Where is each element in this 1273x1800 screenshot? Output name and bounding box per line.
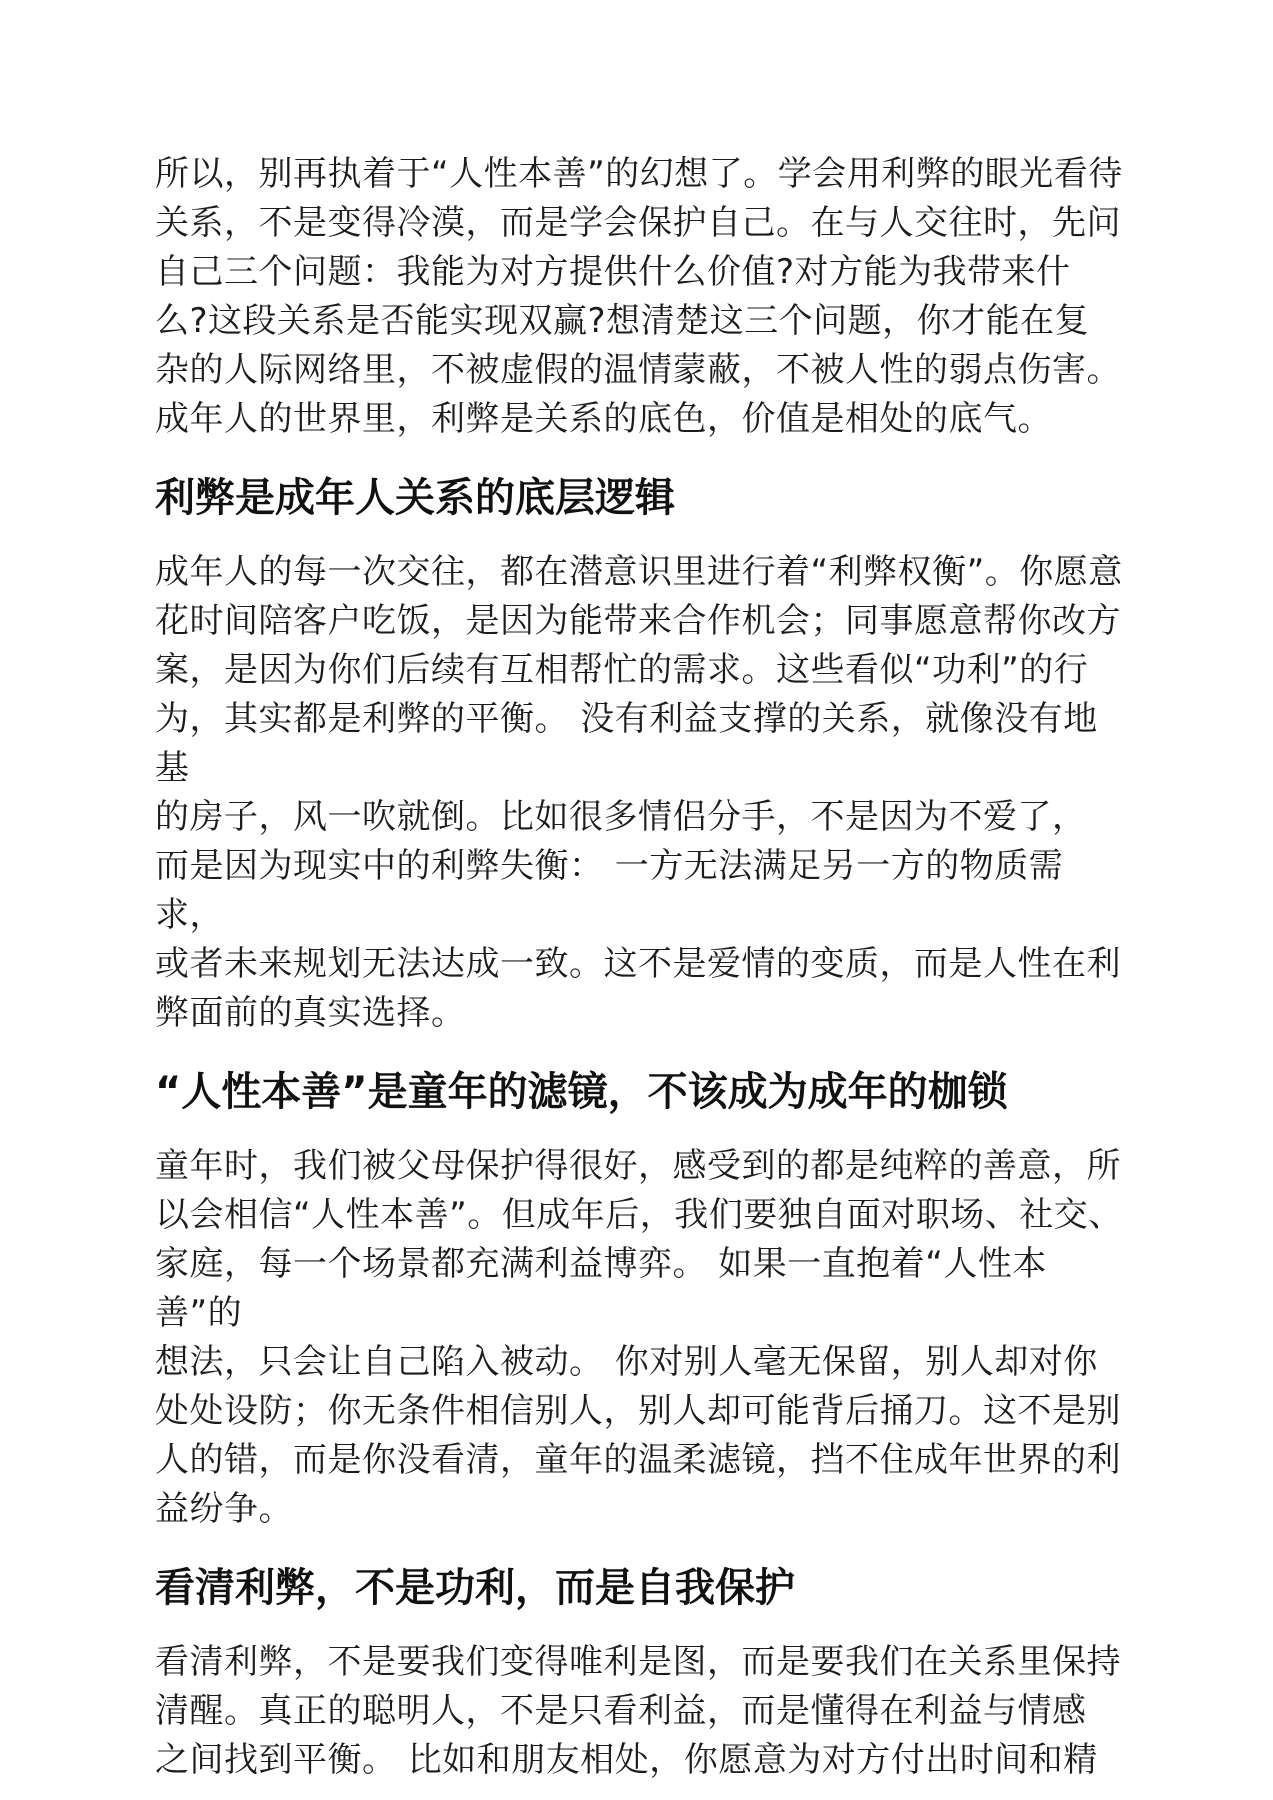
intro-paragraph: 所以，别再执着于“人性本善”的幻想了。学会用利弊的眼光看待 关系，不是变得冷漠，而是学会保护自己。在与人交往时，先问 自己三个问题：我能为对方提供什么价值?对方能为我带来什 么?这段关系是否能实现双赢?想清楚这三个问题，你才能在复 杂的人际网络里，不被虚假的温情蒙蔽，不被人性的弱点伤害。 成年人的世界里，利弊是关系的底色，价值是相处的底气。 <box>155 154 1123 439</box>
section-body-1: 成年人的每一次交往，都在潜意识里进行着“利弊权衡”。你愿意 花时间陪客户吃饭，是因为能带来合作机会；同事愿意帮你改方 案，是因为你们后续有互相帮忙的需求。这些看似“功利”的行 为，其实都是利弊的平衡。 没有利益支撑的关系，就像没有地基 的房子，风一吹就倒。比如很多情侣分手，不是因为不爱了， 而是因为现实中的利弊失衡： 一方无法满足另一方的物质需求， 或者未来规划无法达成一致。这不是爱情的变质，而是人性在利 弊面前的真实选择。 <box>155 552 1123 1033</box>
section-heading-1: 利弊是成年人关系的底层逻辑 <box>155 475 675 521</box>
section-body-3: 看清利弊，不是要我们变得唯利是图，而是要我们在关系里保持 清醒。真正的聪明人，不是只看利益，而是懂得在利益与情感 之间找到平衡。 比如和朋友相处，你愿意为对方付出时间和精 <box>155 1642 1121 1780</box>
section-heading-3: 看清利弊，不是功利，而是自我保护 <box>155 1565 795 1611</box>
section-body-2: 童年时，我们被父母保护得很好，感受到的都是纯粹的善意，所 以会相信“人性本善”。但成年后，我们要独自面对职场、社交、 家庭，每一个场景都充满利益博弈。 如果一直抱着“人性本善”的 想法，只会让自己陷入被动。 你对别人毫无保留，别人却对你 处处设防；你无条件相信别人，别人却可能背后捅刀。这不是别 人的错，而是你没看清，童年的温柔滤镜，挡不住成年世界的利 益纷争。 <box>155 1146 1123 1529</box>
article-page <box>155 150 1130 1785</box>
section-heading-2: “人性本善”是童年的滤镜，不该成为成年的枷锁 <box>155 1069 1008 1115</box>
